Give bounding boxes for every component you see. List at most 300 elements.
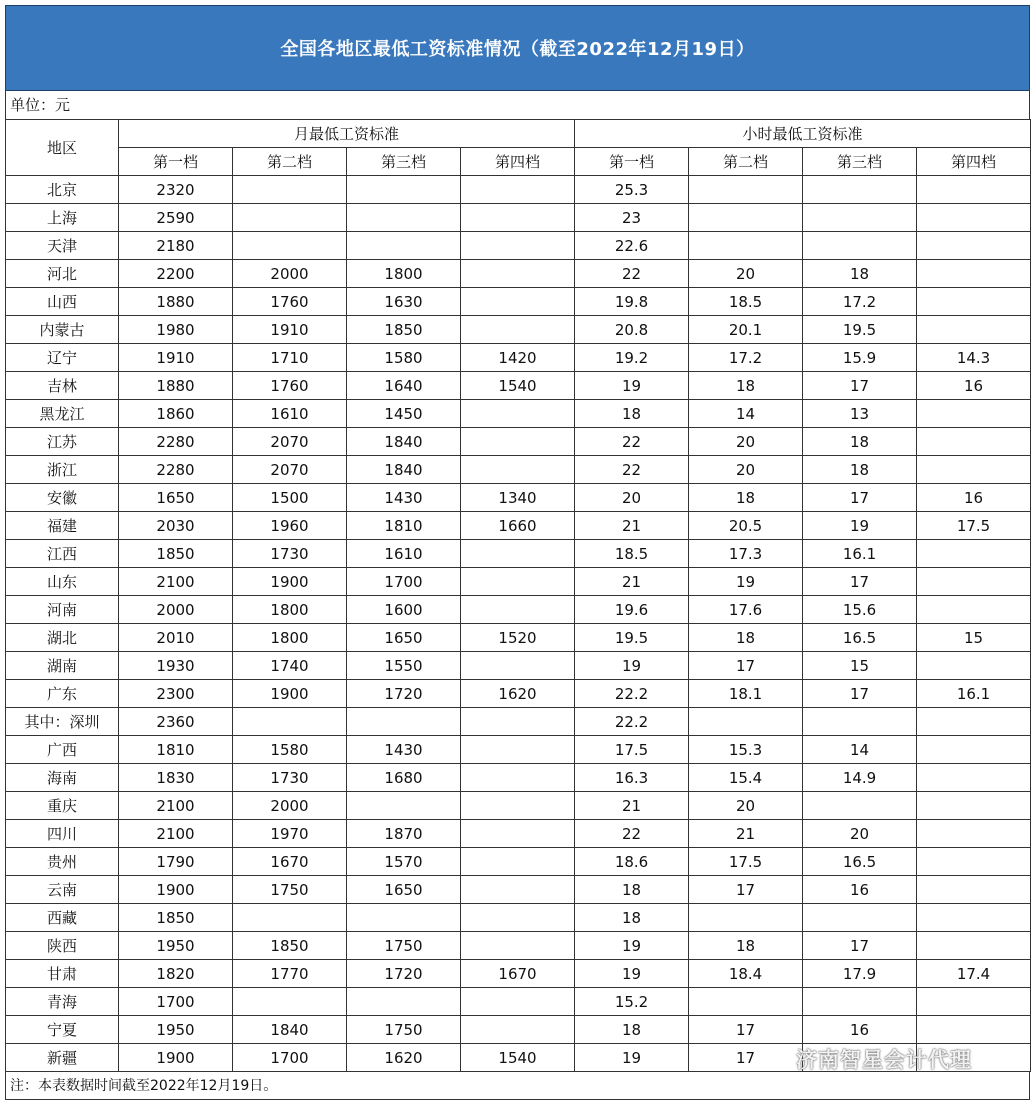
hourly-tier-2-cell — [689, 204, 803, 232]
region-cell: 新疆 — [6, 1044, 119, 1072]
monthly-tier-4-cell — [461, 708, 575, 736]
table-row — [6, 624, 1031, 652]
monthly-tier-2-cell: 1960 — [233, 512, 347, 540]
monthly-tier-4-cell — [461, 820, 575, 848]
monthly-tier-4-cell — [461, 764, 575, 792]
region-header: 地区 — [6, 120, 119, 176]
monthly-tier-1-cell: 1910 — [119, 344, 233, 372]
monthly-tier-2-cell: 1970 — [233, 820, 347, 848]
hourly-tier-1-cell: 18.5 — [575, 540, 689, 568]
monthly-tier-2-cell: 1900 — [233, 568, 347, 596]
region-cell: 江西 — [6, 540, 119, 568]
monthly-tier-4-cell — [461, 596, 575, 624]
table-title: 全国各地区最低工资标准情况（截至2022年12月19日） — [280, 39, 755, 60]
monthly-tier-2-cell — [233, 708, 347, 736]
monthly-tier-1-cell: 2010 — [119, 624, 233, 652]
monthly-tier-4-cell — [461, 232, 575, 260]
monthly-tier-4-cell — [461, 932, 575, 960]
monthly-tier-3-cell: 1810 — [347, 512, 461, 540]
table-row — [6, 512, 1031, 540]
table-row — [6, 540, 1031, 568]
monthly-tier-4-cell — [461, 204, 575, 232]
monthly-tier-2-cell: 1750 — [233, 876, 347, 904]
table-title-bar — [5, 5, 1030, 91]
monthly-tier-4-cell — [461, 288, 575, 316]
region-cell: 浙江 — [6, 456, 119, 484]
monthly-tier-1-cell: 1950 — [119, 932, 233, 960]
monthly-tier-3-cell — [347, 204, 461, 232]
hourly-tier-1-cell: 19 — [575, 932, 689, 960]
monthly-tier-3-cell — [347, 904, 461, 932]
monthly-tier-4-cell: 1540 — [461, 1044, 575, 1072]
hourly-tier-1-cell: 22 — [575, 260, 689, 288]
monthly-tier-3-cell: 1640 — [347, 372, 461, 400]
hourly-tier-4-cell — [917, 988, 1031, 1016]
monthly-tier-1-cell: 2280 — [119, 428, 233, 456]
region-cell: 山东 — [6, 568, 119, 596]
monthly-tier-3-cell — [347, 176, 461, 204]
monthly-tier-2-cell: 2070 — [233, 428, 347, 456]
table-row — [6, 988, 1031, 1016]
monthly-tier-1-cell: 1650 — [119, 484, 233, 512]
monthly-tier-1-cell: 2100 — [119, 820, 233, 848]
region-cell: 其中：深圳 — [6, 708, 119, 736]
hourly-tier-2-cell: 20.1 — [689, 316, 803, 344]
hourly-tier-1-cell: 20 — [575, 484, 689, 512]
monthly-tier-3-cell: 1720 — [347, 680, 461, 708]
hourly-tier-1-cell: 18 — [575, 876, 689, 904]
hourly-tier-1-cell: 20.8 — [575, 316, 689, 344]
hourly-tier-1-cell: 19 — [575, 960, 689, 988]
monthly-tier-3-cell — [347, 232, 461, 260]
region-cell: 广西 — [6, 736, 119, 764]
monthly-tier-3-cell: 1430 — [347, 736, 461, 764]
region-cell: 海南 — [6, 764, 119, 792]
monthly-tier-1-header: 第一档 — [119, 148, 233, 176]
hourly-tier-4-cell: 17.5 — [917, 512, 1031, 540]
monthly-tier-2-cell: 1850 — [233, 932, 347, 960]
hourly-tier-4-header: 第四档 — [917, 148, 1031, 176]
hourly-tier-1-cell: 21 — [575, 512, 689, 540]
hourly-tier-4-cell: 16.1 — [917, 680, 1031, 708]
monthly-tier-2-cell: 1770 — [233, 960, 347, 988]
monthly-tier-1-cell: 2320 — [119, 176, 233, 204]
hourly-tier-2-cell: 17 — [689, 876, 803, 904]
hourly-tier-3-header: 第三档 — [803, 148, 917, 176]
monthly-tier-1-cell: 2100 — [119, 568, 233, 596]
monthly-tier-1-cell: 1810 — [119, 736, 233, 764]
hourly-tier-1-cell: 19.2 — [575, 344, 689, 372]
hourly-tier-3-cell: 17 — [803, 372, 917, 400]
monthly-tier-3-cell: 1800 — [347, 260, 461, 288]
monthly-tier-4-cell: 1620 — [461, 680, 575, 708]
region-cell: 重庆 — [6, 792, 119, 820]
monthly-tier-1-cell: 1900 — [119, 1044, 233, 1072]
region-cell: 湖南 — [6, 652, 119, 680]
hourly-tier-2-cell: 18 — [689, 372, 803, 400]
hourly-tier-4-cell: 16 — [917, 372, 1031, 400]
monthly-tier-3-cell: 1750 — [347, 932, 461, 960]
monthly-tier-1-cell: 2590 — [119, 204, 233, 232]
region-cell: 甘肃 — [6, 960, 119, 988]
hourly-tier-4-cell: 14.3 — [917, 344, 1031, 372]
hourly-tier-1-cell: 17.5 — [575, 736, 689, 764]
hourly-tier-1-cell: 19 — [575, 372, 689, 400]
hourly-tier-2-cell: 20 — [689, 428, 803, 456]
region-cell: 贵州 — [6, 848, 119, 876]
hourly-tier-2-cell — [689, 988, 803, 1016]
hourly-tier-3-cell: 16.1 — [803, 540, 917, 568]
monthly-tier-1-cell: 2100 — [119, 792, 233, 820]
monthly-tier-2-cell: 2000 — [233, 792, 347, 820]
hourly-tier-2-cell: 18.5 — [689, 288, 803, 316]
monthly-tier-2-cell: 1760 — [233, 288, 347, 316]
table-row — [6, 680, 1031, 708]
region-cell: 安徽 — [6, 484, 119, 512]
hourly-tier-3-cell: 15.9 — [803, 344, 917, 372]
hourly-tier-2-cell: 20.5 — [689, 512, 803, 540]
hourly-tier-4-cell — [917, 820, 1031, 848]
monthly-tier-3-cell: 1840 — [347, 428, 461, 456]
hourly-tier-3-cell — [803, 232, 917, 260]
hourly-tier-2-cell — [689, 708, 803, 736]
monthly-tier-2-cell: 1610 — [233, 400, 347, 428]
monthly-tier-4-header: 第四档 — [461, 148, 575, 176]
monthly-tier-1-cell: 1950 — [119, 1016, 233, 1044]
hourly-tier-3-cell: 18 — [803, 428, 917, 456]
monthly-tier-1-cell: 2360 — [119, 708, 233, 736]
region-cell: 北京 — [6, 176, 119, 204]
hourly-tier-1-cell: 18 — [575, 400, 689, 428]
monthly-tier-3-cell: 1700 — [347, 568, 461, 596]
monthly-tier-1-cell: 1830 — [119, 764, 233, 792]
monthly-tier-3-cell: 1550 — [347, 652, 461, 680]
hourly-tier-1-cell: 18 — [575, 904, 689, 932]
monthly-tier-4-cell — [461, 736, 575, 764]
monthly-tier-4-cell — [461, 1016, 575, 1044]
table-row — [6, 176, 1031, 204]
hourly-tier-2-cell: 17 — [689, 1016, 803, 1044]
table-row — [6, 1016, 1031, 1044]
hourly-tier-1-cell: 23 — [575, 204, 689, 232]
hourly-tier-4-cell — [917, 764, 1031, 792]
region-cell: 广东 — [6, 680, 119, 708]
hourly-tier-4-cell: 17.4 — [917, 960, 1031, 988]
header-row-2 — [6, 148, 1031, 176]
monthly-tier-3-header: 第三档 — [347, 148, 461, 176]
hourly-tier-3-cell: 18 — [803, 456, 917, 484]
hourly-tier-1-cell: 16.3 — [575, 764, 689, 792]
region-cell: 黑龙江 — [6, 400, 119, 428]
hourly-tier-4-cell — [917, 456, 1031, 484]
hourly-tier-2-cell: 18 — [689, 624, 803, 652]
table-row — [6, 232, 1031, 260]
monthly-tier-2-cell — [233, 988, 347, 1016]
hourly-tier-3-cell: 17 — [803, 932, 917, 960]
table-row — [6, 708, 1031, 736]
monthly-tier-4-cell: 1520 — [461, 624, 575, 652]
monthly-tier-4-cell: 1340 — [461, 484, 575, 512]
hourly-tier-3-cell: 13 — [803, 400, 917, 428]
hourly-tier-2-cell: 17.6 — [689, 596, 803, 624]
hourly-tier-3-cell — [803, 204, 917, 232]
region-cell: 四川 — [6, 820, 119, 848]
hourly-tier-3-cell: 18 — [803, 260, 917, 288]
hourly-tier-3-cell — [803, 792, 917, 820]
monthly-tier-3-cell: 1430 — [347, 484, 461, 512]
monthly-tier-3-cell: 1870 — [347, 820, 461, 848]
hourly-tier-1-cell: 22 — [575, 456, 689, 484]
region-cell: 江苏 — [6, 428, 119, 456]
hourly-tier-4-cell — [917, 736, 1031, 764]
monthly-tier-2-cell: 1740 — [233, 652, 347, 680]
monthly-tier-1-cell: 1790 — [119, 848, 233, 876]
hourly-header: 小时最低工资标准 — [575, 120, 1031, 148]
table-row — [6, 260, 1031, 288]
region-cell: 福建 — [6, 512, 119, 540]
region-cell: 河南 — [6, 596, 119, 624]
monthly-tier-1-cell: 1700 — [119, 988, 233, 1016]
region-cell: 河北 — [6, 260, 119, 288]
monthly-tier-1-cell: 1850 — [119, 904, 233, 932]
region-cell: 陕西 — [6, 932, 119, 960]
table-row — [6, 848, 1031, 876]
monthly-tier-4-cell — [461, 316, 575, 344]
table-row — [6, 792, 1031, 820]
monthly-tier-4-cell — [461, 456, 575, 484]
region-cell: 青海 — [6, 988, 119, 1016]
monthly-tier-2-cell: 1580 — [233, 736, 347, 764]
monthly-tier-3-cell: 1650 — [347, 876, 461, 904]
table-row — [6, 316, 1031, 344]
hourly-tier-1-cell: 15.2 — [575, 988, 689, 1016]
monthly-tier-3-cell: 1610 — [347, 540, 461, 568]
monthly-tier-2-cell: 1840 — [233, 1016, 347, 1044]
monthly-tier-1-cell: 1880 — [119, 288, 233, 316]
hourly-tier-3-cell: 20 — [803, 820, 917, 848]
hourly-tier-4-cell — [917, 260, 1031, 288]
region-cell: 上海 — [6, 204, 119, 232]
monthly-tier-1-cell: 1820 — [119, 960, 233, 988]
hourly-tier-3-cell — [803, 176, 917, 204]
table-row — [6, 344, 1031, 372]
monthly-tier-2-cell — [233, 232, 347, 260]
hourly-tier-3-cell: 19 — [803, 512, 917, 540]
region-cell: 内蒙古 — [6, 316, 119, 344]
monthly-tier-4-cell — [461, 988, 575, 1016]
hourly-tier-4-cell — [917, 1016, 1031, 1044]
hourly-tier-4-cell — [917, 540, 1031, 568]
hourly-tier-3-cell: 17 — [803, 568, 917, 596]
monthly-tier-4-cell — [461, 792, 575, 820]
hourly-tier-1-cell: 19.5 — [575, 624, 689, 652]
hourly-tier-2-cell: 18 — [689, 932, 803, 960]
table-row — [6, 484, 1031, 512]
monthly-tier-4-cell: 1420 — [461, 344, 575, 372]
hourly-tier-3-cell: 15 — [803, 652, 917, 680]
monthly-tier-1-cell: 1980 — [119, 316, 233, 344]
hourly-tier-1-cell: 21 — [575, 792, 689, 820]
monthly-tier-2-cell: 1900 — [233, 680, 347, 708]
table-row — [6, 372, 1031, 400]
monthly-tier-1-cell: 2280 — [119, 456, 233, 484]
hourly-tier-4-cell: 15 — [917, 624, 1031, 652]
hourly-tier-1-cell: 18.6 — [575, 848, 689, 876]
table-row — [6, 204, 1031, 232]
hourly-tier-2-cell: 17.2 — [689, 344, 803, 372]
hourly-tier-4-cell — [917, 792, 1031, 820]
hourly-tier-1-cell: 22.2 — [575, 708, 689, 736]
monthly-tier-3-cell: 1600 — [347, 596, 461, 624]
hourly-tier-4-cell — [917, 428, 1031, 456]
region-cell: 湖北 — [6, 624, 119, 652]
watermark — [758, 1044, 972, 1074]
hourly-tier-2-cell: 17.3 — [689, 540, 803, 568]
table-row — [6, 820, 1031, 848]
region-cell: 吉林 — [6, 372, 119, 400]
monthly-tier-3-cell: 1720 — [347, 960, 461, 988]
monthly-tier-2-cell: 1800 — [233, 624, 347, 652]
region-cell: 云南 — [6, 876, 119, 904]
hourly-tier-3-cell: 14.9 — [803, 764, 917, 792]
region-cell: 宁夏 — [6, 1016, 119, 1044]
footnote: 注：本表数据时间截至2022年12月19日。 — [5, 1072, 1030, 1100]
region-cell: 辽宁 — [6, 344, 119, 372]
hourly-tier-3-cell: 14 — [803, 736, 917, 764]
monthly-tier-2-cell: 1760 — [233, 372, 347, 400]
hourly-tier-4-cell — [917, 596, 1031, 624]
hourly-tier-3-cell: 17.2 — [803, 288, 917, 316]
hourly-tier-2-cell — [689, 232, 803, 260]
hourly-tier-2-cell: 15.3 — [689, 736, 803, 764]
hourly-tier-1-cell: 21 — [575, 568, 689, 596]
spreadsheet — [5, 5, 1030, 1100]
monthly-tier-2-cell: 1800 — [233, 596, 347, 624]
monthly-tier-1-cell: 2000 — [119, 596, 233, 624]
table-row — [6, 652, 1031, 680]
hourly-tier-3-cell: 16.5 — [803, 848, 917, 876]
monthly-tier-4-cell: 1660 — [461, 512, 575, 540]
hourly-tier-2-cell: 18.4 — [689, 960, 803, 988]
monthly-tier-1-cell: 1900 — [119, 876, 233, 904]
table-row — [6, 400, 1031, 428]
monthly-tier-3-cell: 1630 — [347, 288, 461, 316]
hourly-tier-2-cell: 19 — [689, 568, 803, 596]
monthly-tier-2-header: 第二档 — [233, 148, 347, 176]
monthly-tier-4-cell — [461, 260, 575, 288]
monthly-tier-1-cell: 2180 — [119, 232, 233, 260]
monthly-tier-1-cell: 1880 — [119, 372, 233, 400]
hourly-tier-3-cell — [803, 988, 917, 1016]
monthly-tier-1-cell: 1850 — [119, 540, 233, 568]
hourly-tier-4-cell — [917, 876, 1031, 904]
watermark-text: 济南智星会计代理 — [796, 1048, 972, 1072]
table-row — [6, 568, 1031, 596]
region-cell: 天津 — [6, 232, 119, 260]
monthly-tier-2-cell — [233, 904, 347, 932]
monthly-tier-4-cell — [461, 848, 575, 876]
monthly-tier-3-cell — [347, 708, 461, 736]
hourly-tier-3-cell: 17.9 — [803, 960, 917, 988]
hourly-tier-3-cell: 17 — [803, 484, 917, 512]
monthly-tier-2-cell: 1700 — [233, 1044, 347, 1072]
hourly-tier-2-cell: 18.1 — [689, 680, 803, 708]
hourly-tier-2-cell: 20 — [689, 456, 803, 484]
monthly-tier-4-cell — [461, 540, 575, 568]
monthly-tier-1-cell: 1860 — [119, 400, 233, 428]
hourly-tier-2-cell: 17 — [689, 652, 803, 680]
wage-table — [5, 119, 1031, 1072]
monthly-tier-2-cell: 1730 — [233, 764, 347, 792]
table-row — [6, 596, 1031, 624]
monthly-tier-3-cell: 1850 — [347, 316, 461, 344]
monthly-tier-4-cell — [461, 428, 575, 456]
unit-label: 单位：元 — [5, 91, 1030, 119]
monthly-tier-3-cell: 1650 — [347, 624, 461, 652]
hourly-tier-2-cell — [689, 176, 803, 204]
hourly-tier-2-cell: 17 — [689, 1044, 803, 1072]
monthly-tier-3-cell: 1840 — [347, 456, 461, 484]
hourly-tier-4-cell — [917, 932, 1031, 960]
table-row — [6, 904, 1031, 932]
monthly-tier-3-cell — [347, 792, 461, 820]
hourly-tier-2-cell: 20 — [689, 792, 803, 820]
monthly-tier-1-cell: 1930 — [119, 652, 233, 680]
hourly-tier-1-cell: 22.6 — [575, 232, 689, 260]
hourly-tier-2-header: 第二档 — [689, 148, 803, 176]
hourly-tier-4-cell — [917, 232, 1031, 260]
monthly-tier-4-cell — [461, 652, 575, 680]
monthly-tier-4-cell — [461, 568, 575, 596]
table-row — [6, 932, 1031, 960]
monthly-header: 月最低工资标准 — [119, 120, 575, 148]
monthly-tier-3-cell: 1450 — [347, 400, 461, 428]
monthly-tier-3-cell: 1570 — [347, 848, 461, 876]
hourly-tier-1-cell: 22 — [575, 820, 689, 848]
hourly-tier-2-cell: 21 — [689, 820, 803, 848]
hourly-tier-3-cell: 15.6 — [803, 596, 917, 624]
hourly-tier-3-cell: 17 — [803, 680, 917, 708]
wechat-icon — [758, 1045, 792, 1073]
monthly-tier-2-cell — [233, 176, 347, 204]
hourly-tier-3-cell: 19.5 — [803, 316, 917, 344]
table-row — [6, 876, 1031, 904]
monthly-tier-4-cell — [461, 876, 575, 904]
hourly-tier-1-header: 第一档 — [575, 148, 689, 176]
monthly-tier-3-cell: 1580 — [347, 344, 461, 372]
hourly-tier-1-cell: 19.6 — [575, 596, 689, 624]
hourly-tier-2-cell: 17.5 — [689, 848, 803, 876]
hourly-tier-4-cell — [917, 204, 1031, 232]
hourly-tier-3-cell — [803, 904, 917, 932]
monthly-tier-2-cell: 2070 — [233, 456, 347, 484]
monthly-tier-2-cell: 1710 — [233, 344, 347, 372]
monthly-tier-3-cell — [347, 988, 461, 1016]
monthly-tier-2-cell: 1910 — [233, 316, 347, 344]
table-row — [6, 456, 1031, 484]
monthly-tier-3-cell: 1680 — [347, 764, 461, 792]
monthly-tier-2-cell: 1500 — [233, 484, 347, 512]
hourly-tier-1-cell: 18 — [575, 1016, 689, 1044]
hourly-tier-3-cell: 16 — [803, 1016, 917, 1044]
hourly-tier-4-cell — [917, 288, 1031, 316]
monthly-tier-2-cell: 1730 — [233, 540, 347, 568]
monthly-tier-2-cell — [233, 204, 347, 232]
table-row — [6, 428, 1031, 456]
region-cell: 西藏 — [6, 904, 119, 932]
hourly-tier-3-cell — [803, 708, 917, 736]
hourly-tier-3-cell: 16.5 — [803, 624, 917, 652]
